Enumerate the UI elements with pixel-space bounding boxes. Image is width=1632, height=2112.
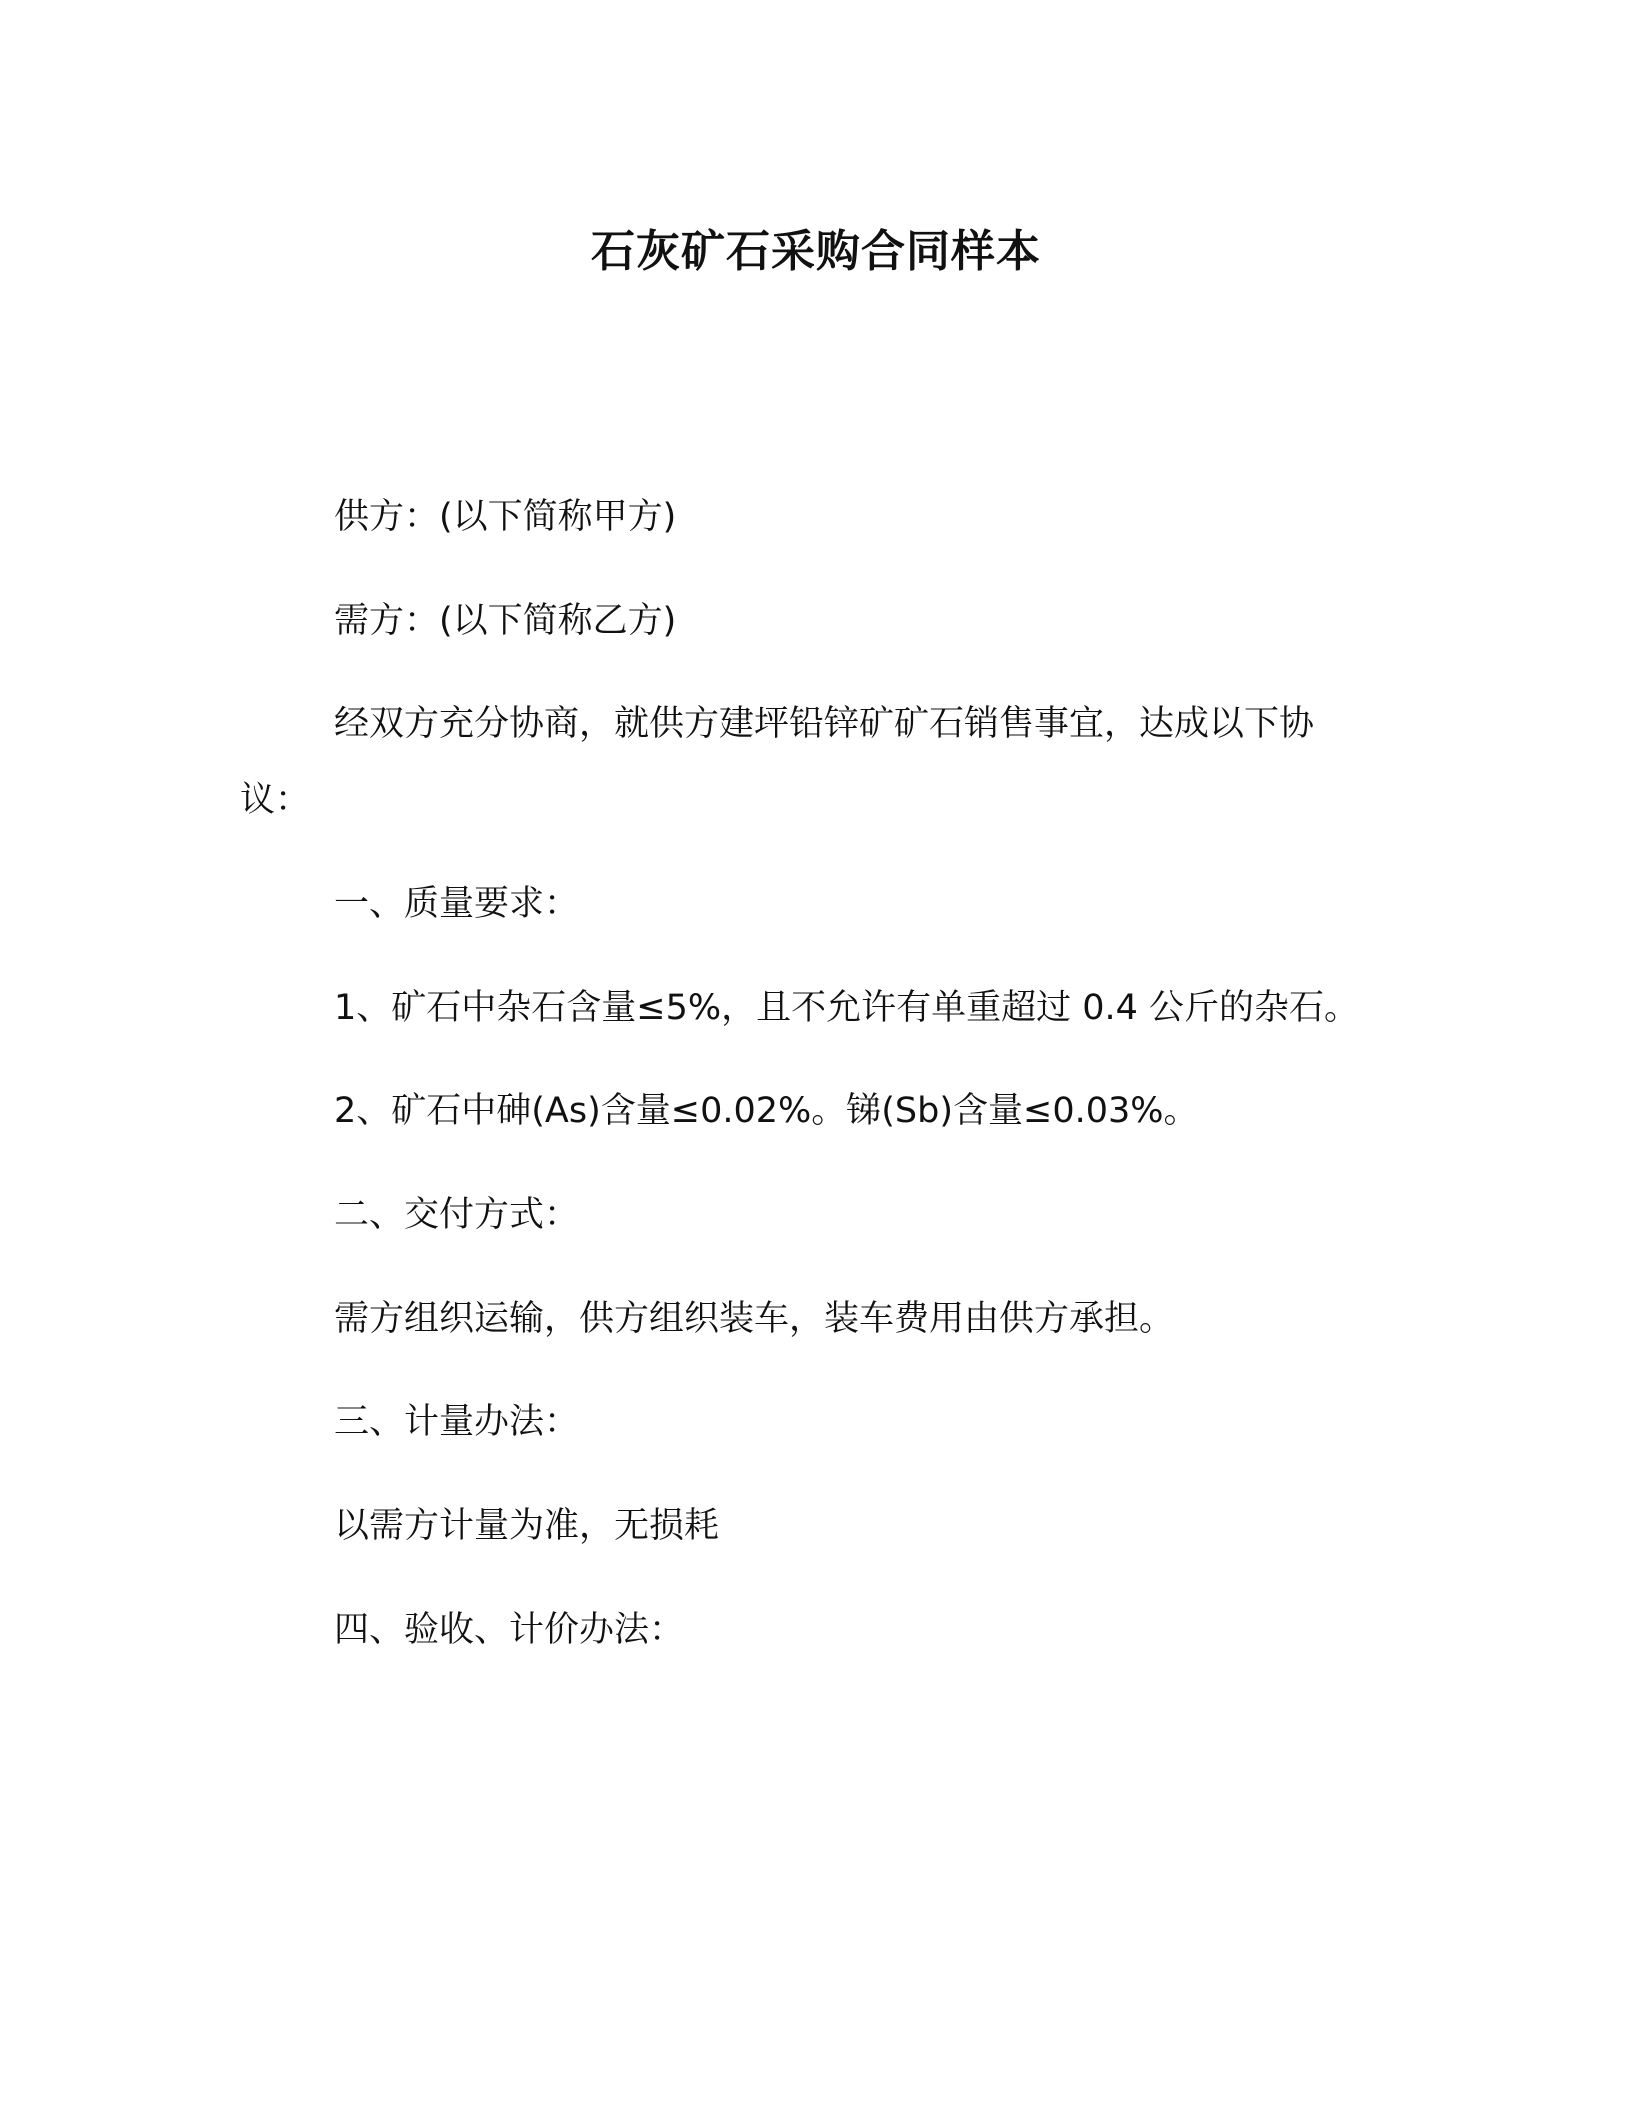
section3-heading: 三、计量办法：: [334, 1402, 580, 1442]
buyer-line: 需方：(以下简称乙方): [334, 601, 677, 641]
section3-text: 以需方计量为准，无损耗: [334, 1506, 720, 1546]
supplier-line: 供方：(以下简称甲方): [334, 497, 677, 537]
section2-text: 需方组织运输，供方组织装车，装车费用由供方承担。: [334, 1299, 1175, 1339]
section1-heading: 一、质量要求：: [334, 884, 580, 924]
section4-heading: 四、验收、计价办法：: [334, 1610, 685, 1650]
section1-item2: 2、矿石中砷(As)含量≤0.02%。锑(Sb)含量≤0.03%。: [334, 1091, 1199, 1131]
preamble-line-1: 经双方充分协商，就供方建坪铅锌矿矿石销售事宜，达成以下协: [334, 704, 1315, 744]
document-title: 石灰矿石采购合同样本: [591, 226, 1041, 277]
preamble-line-2: 议：: [240, 780, 311, 820]
section1-item1: 1、矿石中杂石含量≤5%，且不允许有单重超过 0.4 公斤的杂石。: [334, 988, 1360, 1028]
section2-heading: 二、交付方式：: [334, 1195, 580, 1235]
